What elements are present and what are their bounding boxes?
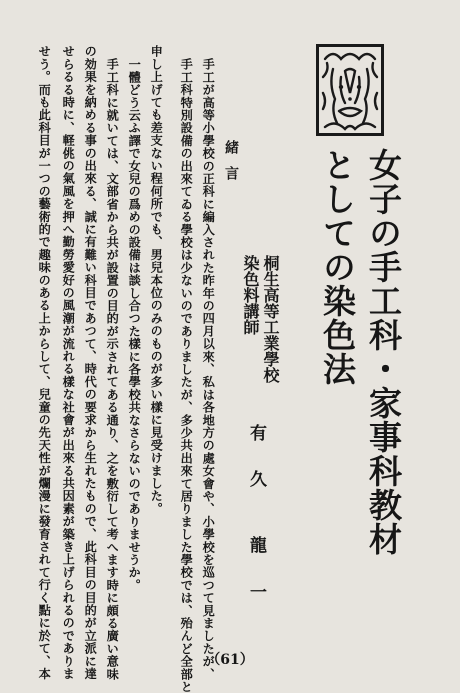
body-line: 手工科に就いては、文部省から共が設置の目的が示されてある通り、之を敷衍して考へます時に頗る廣い意味 — [105, 58, 120, 681]
section-heading: 緒言 — [223, 140, 239, 192]
author-affiliation-line-2: 染色料講師 — [241, 255, 260, 335]
body-line: 申し上げても差支ない程何所でも、男兒本位のみのものが多い樣に見受けました。 — [149, 45, 164, 515]
body-line: 手工が高等小學校の正科に編入された昨年の四月以來、私は各地方の處女會や、小學校を巡つて見ましたが、 — [201, 58, 216, 681]
body-line: せう。而も此科目が一つの藝術的で趣味のある上からして、兒童の先天性が爛漫に發育されて行く點に於て、本 — [37, 45, 52, 680]
author-name-char: 有 — [246, 424, 266, 441]
body-line: 一體どう云ふ譯で女兒の爲めの設備は談し合つた樣に各學校共なさらないのでありませうか。 — [127, 58, 142, 592]
author-name-char: 一 — [246, 583, 266, 600]
page-number: （61） — [206, 652, 254, 668]
body-line: せらるる時に、軽佻の氣風を押へ勤勞愛好の風潮が流れる樣な社會が出來る共因素が築き上げられるのでありま — [61, 45, 76, 680]
title-line-2: としての染色法 — [318, 148, 357, 386]
author-name-char: 久 — [246, 470, 266, 487]
body-line: の効果を納める事の出來る、誠に有難い科目であつて、時代の要求から生れたもので、此科目の目的が立派に達 — [83, 45, 98, 680]
author-name-char: 龍 — [246, 536, 266, 553]
body-line: 手工科特別設備の出來てゐる學校は少ないのでありましたが、多少共出來て居りました學校では、殆んど全部と — [179, 58, 194, 693]
author-affiliation-line-1: 桐生高等工業學校 — [261, 255, 280, 383]
title-line-1: 女子の手工科・家事科教材 — [364, 148, 403, 556]
decorative-emblem-icon — [316, 44, 384, 136]
